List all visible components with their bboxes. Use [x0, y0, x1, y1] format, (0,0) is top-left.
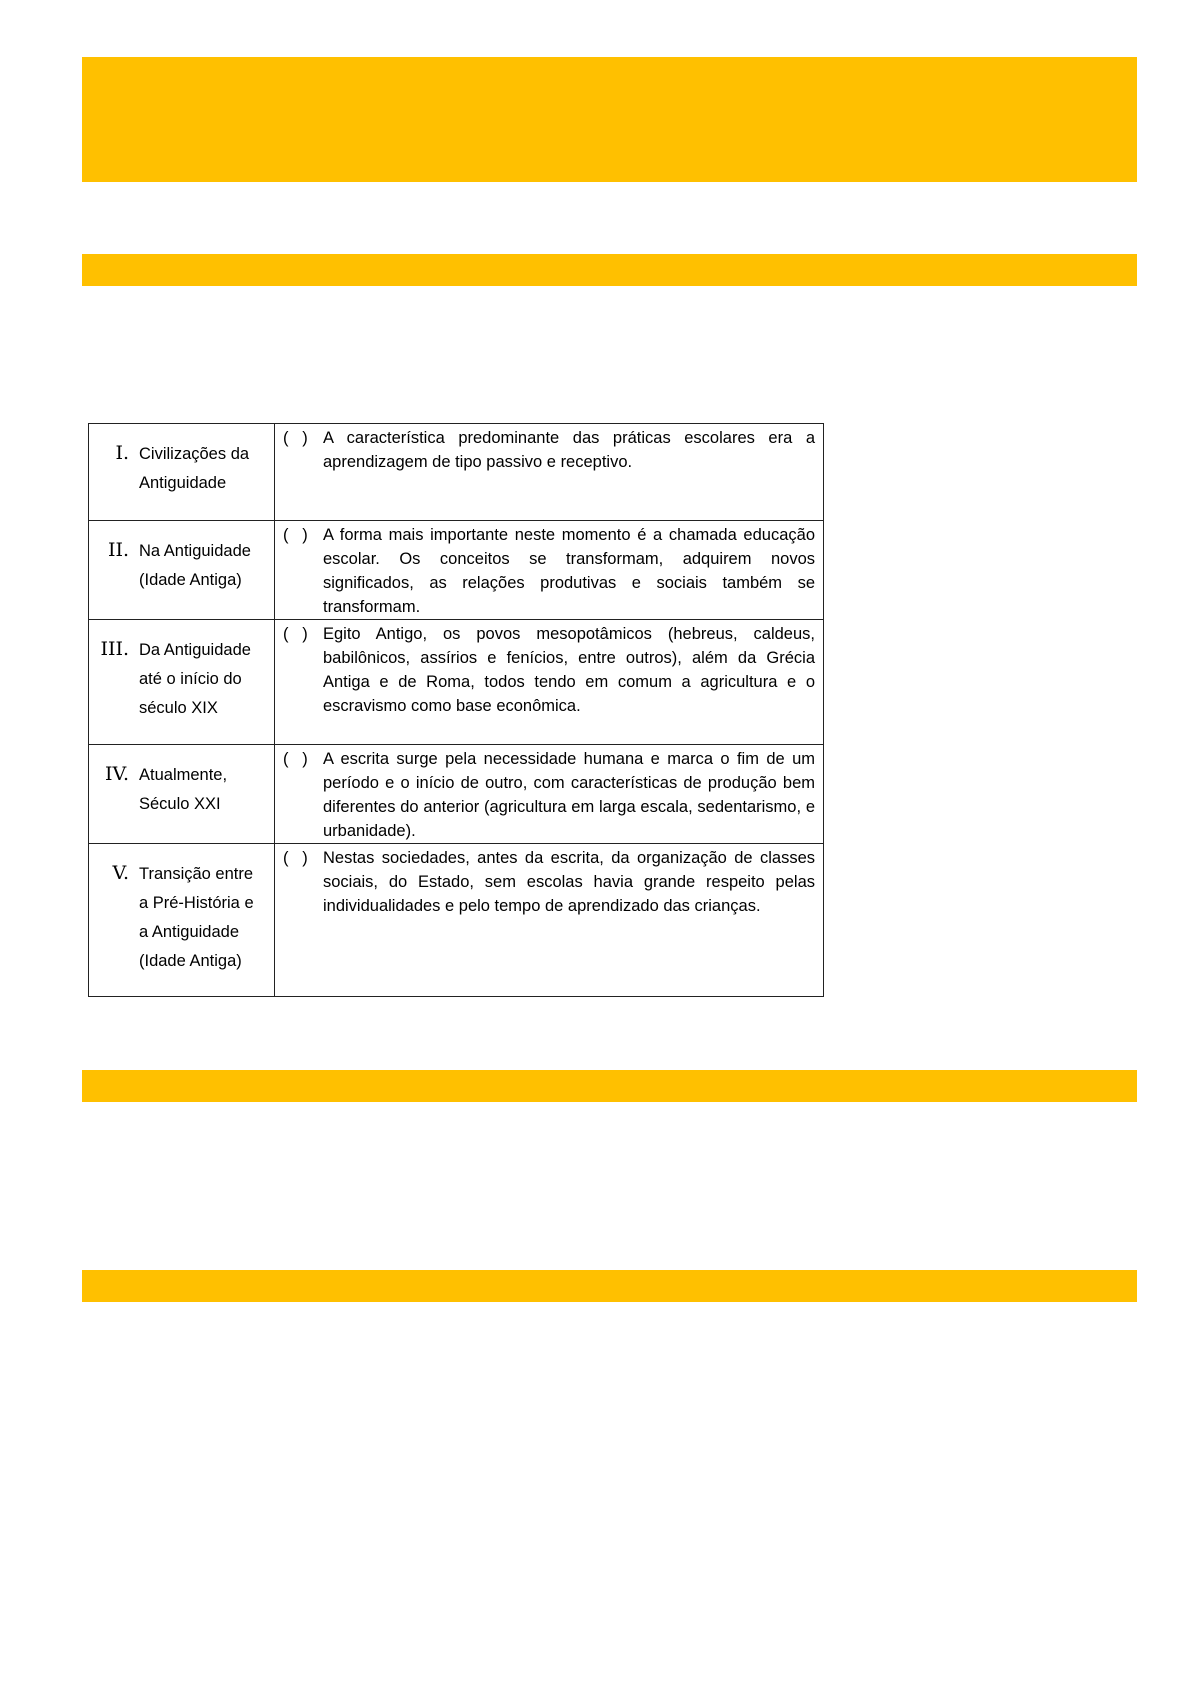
topic-label: Atualmente, Século XXI [139, 766, 228, 813]
topic-label: Na Antiguidade (Idade Antiga) [139, 542, 251, 589]
answer-blank[interactable]: ( ) [283, 429, 308, 447]
answer-blank[interactable]: ( ) [283, 526, 308, 544]
topic-cell [89, 844, 275, 997]
section-bar-1 [82, 254, 1137, 286]
description-text: A característica predominante das práticas escolares era a aprendizagem de tipo passivo e receptivo. [323, 429, 815, 471]
table-row [89, 620, 824, 745]
topic-cell [89, 424, 275, 521]
description-cell [275, 844, 824, 997]
description-text: A escrita surge pela necessidade humana e marca o fim de um período e o início de outro, com características de produção bem diferentes do anterior (agricultura em larga escala, sedentarismo, e urbanidade). [323, 750, 815, 840]
description-text: A forma mais importante neste momento é a chamada educação escolar. Os conceitos se transformam, adquirem novos significados, as relações produtivas e sociais também se transformam. [323, 526, 815, 616]
row-numeral: II. [107, 539, 129, 561]
section-bar-2 [82, 1070, 1137, 1102]
answer-blank[interactable]: ( ) [283, 625, 308, 643]
table-row [89, 745, 824, 844]
header-band [82, 57, 1137, 182]
topic-label: Civilizações da Antiguidade [139, 445, 250, 492]
answer-blank[interactable]: ( ) [283, 750, 308, 768]
topic-cell [89, 620, 275, 745]
row-numeral: I. [115, 442, 129, 464]
table-row [89, 844, 824, 997]
topic-label: Transição entre a Pré-História e a Antiguidade (Idade Antiga) [139, 865, 254, 970]
answer-blank[interactable]: ( ) [283, 849, 308, 867]
description-cell [275, 745, 824, 844]
description-cell [275, 424, 824, 521]
topic-cell [89, 521, 275, 620]
table-row [89, 521, 824, 620]
row-numeral: V. [112, 862, 129, 884]
description-cell [275, 620, 824, 745]
description-cell [275, 521, 824, 620]
topic-cell [89, 745, 275, 844]
matching-table [88, 423, 824, 997]
table-row [89, 424, 824, 521]
description-text: Nestas sociedades, antes da escrita, da organização de classes sociais, do Estado, sem escolas havia grande respeito pelas individualidades e pelo tempo de aprendizado das crianças. [323, 849, 815, 915]
description-text: Egito Antigo, os povos mesopotâmicos (hebreus, caldeus, babilônicos, assírios e fenícios, entre outros), além da Grécia Antiga e de Roma, todos tendo em comum a agricultura e o escravismo como base econômica. [323, 625, 815, 715]
row-numeral: III. [100, 638, 129, 660]
topic-label: Da Antiguidade até o início do século XIX [139, 641, 251, 717]
row-numeral: IV. [105, 763, 129, 785]
section-bar-3 [82, 1270, 1137, 1302]
